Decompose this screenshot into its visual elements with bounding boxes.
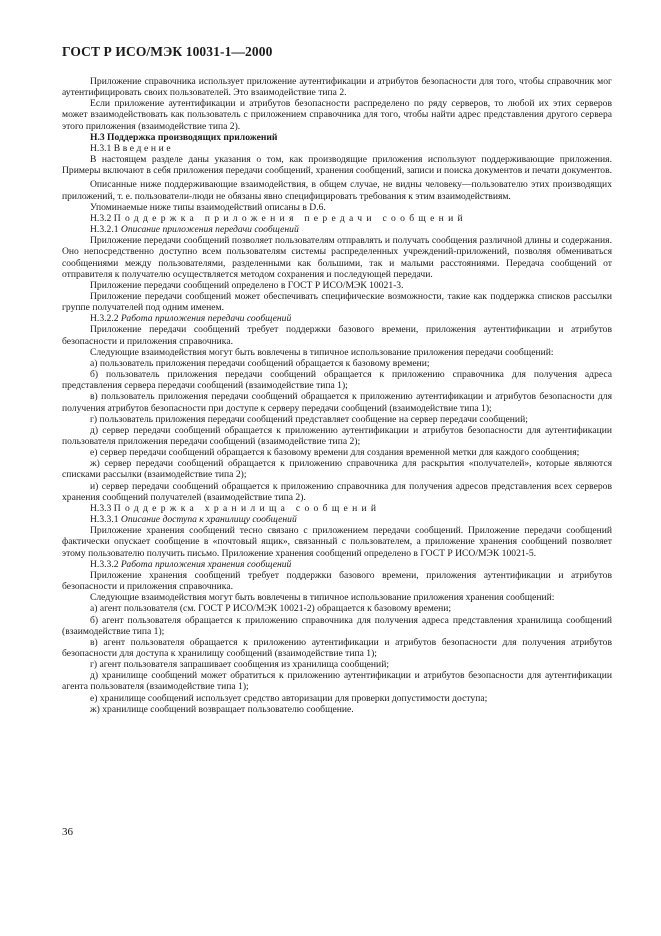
subsection-number: Н.3.2.1 — [90, 224, 119, 236]
paragraph: а) пользователь приложения передачи сообщений обращается к базовому времени; — [90, 357, 430, 369]
subsection-number: Н.3.3.1 — [90, 514, 119, 526]
subsection-number: Н.3.3 — [90, 502, 112, 514]
subsection-title: Описание приложения передачи сообщений — [120, 224, 299, 236]
paragraph: Если приложение аутентификации и атрибутов безопасности распределено по ряду серверов, то любой их этих серверов может взаимодействовать как пользователь с приложением справочника для того, чтобы найти адрес представления другого сервера этого приложения (взаимодействие типа 2). — [62, 98, 612, 132]
subsection-title: Работа приложения хранения сообщений — [120, 558, 292, 570]
paragraph: ж) хранилище сообщений возвращает пользователю сообщение. — [90, 703, 354, 715]
paragraph: Приложение передачи сообщений позволяет пользователям отправлять и получать сообщения различной длины и содержания. Оно непосредственно доступно всем пользователям системы распределенных учреждений-приложений, позволяя обмениваться сообщениями между пользователями, разделенными как большими, так и малыми расстояниями. Передача сообщений от отправителя к получателю осуществляется методом сохранения и последующей передачи. — [62, 235, 612, 280]
paragraph: Приложение передачи сообщений может обеспечивать специфические возможности, такие как поддержка списков рассылки группе получателей под одним именем. — [62, 290, 612, 314]
paragraph: б) пользователь приложения передачи сообщений обращается к приложению справочника для получения адреса представления сервера передачи сообщений (взаимодействие типа 1); — [62, 369, 612, 392]
subsection-title: Описание доступа к хранилищу сообщений — [120, 514, 297, 526]
paragraph: В настоящем разделе даны указания о том, как производящие приложения используют поддерживающие приложения. Примеры включают в себя приложения передачи сообщений, хранения сообщений, записи и поиска документов и печати документов. — [62, 154, 613, 177]
subsection-title: Введение — [113, 142, 174, 154]
paragraph: Приложение передачи сообщений определено в ГОСТ Р ИСО/МЭК 10021-3. — [90, 279, 404, 291]
subsection-heading — [62, 313, 612, 324]
paragraph: ж) сервер передачи сообщений обращается к приложению справочника для раскрытия «получателей», которые являются списками рассылки (взаимодействие типа 2); — [62, 458, 612, 481]
paragraph: а) агент пользователя (см. ГОСТ Р ИСО/МЭК 10021-2) обращается к базовому времени; — [90, 603, 452, 615]
paragraph: Упоминаемые ниже типы взаимодействий описаны в D.6. — [90, 201, 326, 213]
paragraph: Описанные ниже поддерживающие взаимодействия, в общем случае, не видны человеку—пользователю этих производящих приложений, т. е. пользователи-люди не обязаны явно специфицировать требования к этим взаимодействиям. — [62, 179, 612, 202]
section-heading: Н.3 Поддержка производящих приложений — [90, 131, 278, 143]
subsection-title: Поддержка приложения передачи сообщений — [113, 212, 467, 224]
paragraph: г) агент пользователя запрашивает сообщения из хранилища сообщений; — [90, 659, 389, 671]
paragraph: е) сервер передачи сообщений обращается к базовому времени для создания временной метки для каждого сообщения; — [90, 447, 580, 459]
paragraph: и) сервер передачи сообщений обращается к приложению справочника для получения адресов представления всех серверов хранения сообщений получателей (взаимодействие типа 2). — [62, 480, 612, 503]
paragraph: е) хранилище сообщений использует средство авторизации для проверки допустимости доступа; — [90, 692, 488, 704]
subsection-heading — [62, 514, 612, 525]
paragraph: Следующие взаимодействия могут быть вовлечены в типичное использование приложения хранения сообщений: — [90, 592, 555, 604]
paragraph: Приложение хранения сообщений требует поддержки базового времени, приложения аутентификации и атрибутов безопасности и приложения справочника. — [62, 569, 612, 593]
subsection-title: Поддержка хранилища сообщений — [113, 502, 381, 514]
subsection-heading — [62, 143, 612, 154]
paragraph: д) сервер передачи сообщений обращается к приложению аутентификации и атрибутов безопасности для аутентификации пользователя приложения передачи сообщений (взаимодействие типа 2); — [62, 424, 612, 447]
paragraph: г) пользователь приложения передачи сообщений представляет сообщение на сервер передачи сообщений; — [90, 413, 528, 425]
page-header: ГОСТ Р ИСО/МЭК 10031-1—2000 — [62, 44, 273, 59]
paragraph: в) агент пользователя обращается к приложению аутентификации и атрибутов безопасности для получения атрибутов безопасности для доступа к хранилищу сообщений (взаимодействие типа 1); — [62, 636, 612, 659]
subsection-heading — [62, 559, 612, 570]
paragraph: д) хранилище сообщений может обратиться к приложению аутентификации и атрибутов безопасности для аутентификации агента пользователя (взаимодействие типа 1); — [62, 670, 612, 693]
subsection-number: Н.3.1 — [90, 142, 112, 154]
page-number: 36 — [62, 826, 73, 838]
subsection-title: Работа приложения передачи сообщений — [120, 313, 292, 325]
paragraph: Приложение справочника использует приложение аутентификации и атрибутов безопасности для того, чтобы справочник мог аутентифицировать своих пользователей. Это взаимодействие типа 2. — [62, 76, 612, 99]
subsection-heading — [62, 224, 612, 235]
subsection-number: Н.3.2 — [90, 212, 112, 224]
subsection-heading — [62, 503, 612, 514]
paragraph: Следующие взаимодействия могут быть вовлечены в типичное использование приложения передачи сообщений: — [90, 346, 554, 358]
subsection-number: Н.3.2.2 — [90, 313, 119, 325]
subsection-number: Н.3.3.2 — [90, 558, 119, 570]
paragraph: Приложение хранения сообщений тесно связано с приложением передачи сообщений. Приложение передачи сообщений фактически опускает сообщение в «почтовый ящик», связанный с пользователем, а приложение хранения сообщений позволяет этому пользователю получить письмо. Приложение хранения сообщений определено в ГОСТ Р ИСО/МЭК 10021-5. — [62, 525, 612, 559]
subsection-heading — [62, 213, 612, 224]
paragraph: в) пользователь приложения передачи сообщений обращается к приложению аутентификации и атрибутов безопасности для получения атрибутов безопасности при доступе к серверу передачи сообщений (взаимодействие типа 1); — [62, 391, 612, 414]
paragraph: Приложение передачи сообщений требует поддержки базового времени, приложения аутентификации и атрибутов безопасности и приложения справочника. — [62, 324, 612, 347]
page-body — [62, 76, 612, 715]
paragraph: б) агент пользователя обращается к приложению справочника для получения адреса представления хранилища сообщений (взаимодействие типа 1); — [62, 614, 612, 637]
